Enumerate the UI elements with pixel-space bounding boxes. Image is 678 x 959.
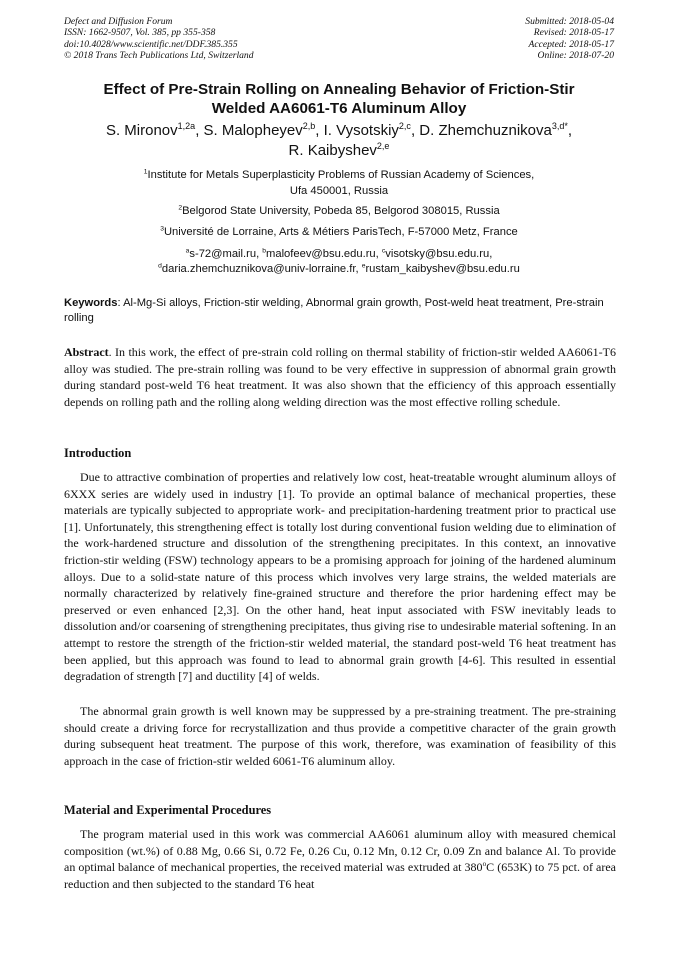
journal-name: Defect and Diffusion Forum [64, 16, 173, 27]
author-list: S. Mironov$^{1,2a}$, S. Malopheyev$^{2,b}$, I. Vysotskiy$^{2,c}$, D. Zhemchuznikova$^{3,d*}$, R. Kaibyshev$^{2,e}$ [105, 121, 573, 159]
author-name: S. Mironov [105, 122, 178, 139]
affiliation-3: $^3$Université de Lorraine, Arts & Métiers ParisTech, F-57000 Metz, France [160, 225, 518, 238]
author-affiliation-mark: 2,e [376, 141, 390, 151]
abstract-label: Abstract [64, 345, 109, 359]
email-link[interactable]: s-72@mail.ru, [189, 248, 263, 260]
date-submitted: Submitted: 2018-05-04 [525, 16, 614, 27]
email-link[interactable]: malofeev@bsu.edu.ru, [266, 248, 382, 260]
title-line-2: Welded AA6061-T6 Aluminum Alloy [211, 100, 467, 117]
section-heading-materials: Material and Experimental Procedures [64, 803, 272, 817]
journal-info [64, 16, 254, 62]
keywords-label: Keywords [64, 297, 118, 309]
journal-issn: ISSN: 1662-9507, Vol. 385, pp 355-358 [64, 27, 216, 39]
keywords-text: : Al-Mg-Si alloys, Friction-stir welding, Abnormal grain growth, Post-weld heat treatment, Pre-strain rolling [64, 297, 604, 324]
body-paragraph: Due to attractive combination of properties and relatively low cost, heat-treatable wrought aluminum alloys of 6XXX series are widely used in industry [1]. To provide an optimal balance of mechanical properties, these materials are typically subjected to appropriate work- and precipitation-hardening treatment prior to practical use [1]. Unfortunately, this strengthening effect is totally lost during conventional fusion welding due to elimination of the work-hardened structure and dissolution of the strengthening precipitates. In this context, an innovative friction-stir welding (FSW) technology appears to be a promising approach for joining of the hardened aluminum alloys. Due to a solid-state nature of this process which involves very large strains, the welded materials are normally characterized by relatively fine-grained structure and therefore the prior hardening effect may be preserved or even enhanced [2,3]. On the other hand, heat input associated with FSW inevitably leads to dissolution and/or coarsening of strengthening precipitates, thus giving rise to undesirable material softening. In an attempt to restore the strength of the friction-stir welded material, the standard post-weld T6 heat treatment has been applied, but this approach was found to lead to abnormal grain growth [4-6]. This resulted in essential degradation of strength [7] and ductility [4] of welds. [64, 470, 616, 684]
journal-copyright: © 2018 Trans Tech Publications Ltd, Switzerland [64, 50, 254, 62]
affiliation-1: $^1$Institute for Metals Superplasticity Problems of Russian Academy of Sciences, Ufa 450001, Russia [143, 168, 535, 197]
author-affiliation-mark: 2,b [302, 121, 316, 131]
email-link[interactable]: rustam_kaibyshev@bsu.edu.ru [365, 263, 520, 275]
author-emails: $^a$s-72@mail.ru, $^b$malofeev@bsu.edu.ru, $^c$visotsky@bsu.edu.ru, $^d$daria.zhemchuznikova@univ-lorraine.fr, $^e$rustam_kaibyshev@bsu.edu.ru [158, 247, 520, 275]
author-affiliation-mark: 3,d* [551, 121, 568, 131]
date-online: Online: 2018-07-20 [537, 50, 614, 62]
affiliation-2: $^2$Belgorod State University, Pobeda 85, Belgorod 308015, Russia [178, 204, 500, 217]
author-affiliation-mark: 2,c [398, 121, 411, 131]
body-paragraph: The program material used in this work was commercial AA6061 aluminum alloy with measured chemical composition (wt.%) of 0.88 Mg, 0.66 Si, 0.72 Fe, 0.26 Cu, 0.12 Mn, 0.12 Cr, 0.09 Zn and balance Al. To provide an optimal balance of mechanical properties, the received material was extruded at 380$^o$C (653K) to 75 pct. of area reduction and then subjected to the standard T6 heat [64, 827, 616, 891]
date-revised: Revised: 2018-05-17 [533, 27, 614, 39]
title-line-1: Effect of Pre-Strain Rolling on Annealing Behavior of Friction-Stir [103, 81, 575, 98]
section-heading-introduction: Introduction [64, 446, 132, 460]
email-link[interactable]: daria.zhemchuznikova@univ-lorraine.fr, [161, 263, 362, 275]
author-name: R. Kaibyshev [288, 142, 377, 159]
author-name: D. Zhemchuznikova [419, 122, 552, 139]
body-paragraph: The abnormal grain growth is well known may be suppressed by a pre-straining treatment. The pre-straining should create a driving force for recrystallization and thus provide a competitive character of the grain growth during subsequent heat treatment. The purpose of this work, therefore, was examination of feasibility of this approach in the case of friction-stir welded 6061-T6 aluminum alloy. [64, 704, 616, 768]
keywords [64, 296, 616, 325]
publication-dates [525, 16, 614, 62]
email-link[interactable]: visotsky@bsu.edu.ru, [385, 248, 493, 260]
date-accepted: Accepted: 2018-05-17 [528, 38, 614, 50]
abstract [64, 344, 616, 410]
author-name: I. Vysotskiy [323, 122, 399, 139]
paper-title [60, 80, 618, 118]
author-affiliation-mark: 1,2a [177, 121, 196, 131]
author-name: S. Malopheyev [203, 122, 303, 139]
abstract-text: . In this work, the effect of pre-strain cold rolling on thermal stability of friction-stir welded AA6061-T6 alloy was studied. The pre-strain rolling was found to be very effective in suppression of abnormal grain growth during standard post-weld T6 heat treatment. It was also shown that the efficiency of this approach essentially depends on rolling path and the rolling along welding direction was the most effective rolling schedule. [64, 345, 616, 409]
journal-doi[interactable]: doi:10.4028/www.scientific.net/DDF.385.355 [64, 38, 238, 50]
